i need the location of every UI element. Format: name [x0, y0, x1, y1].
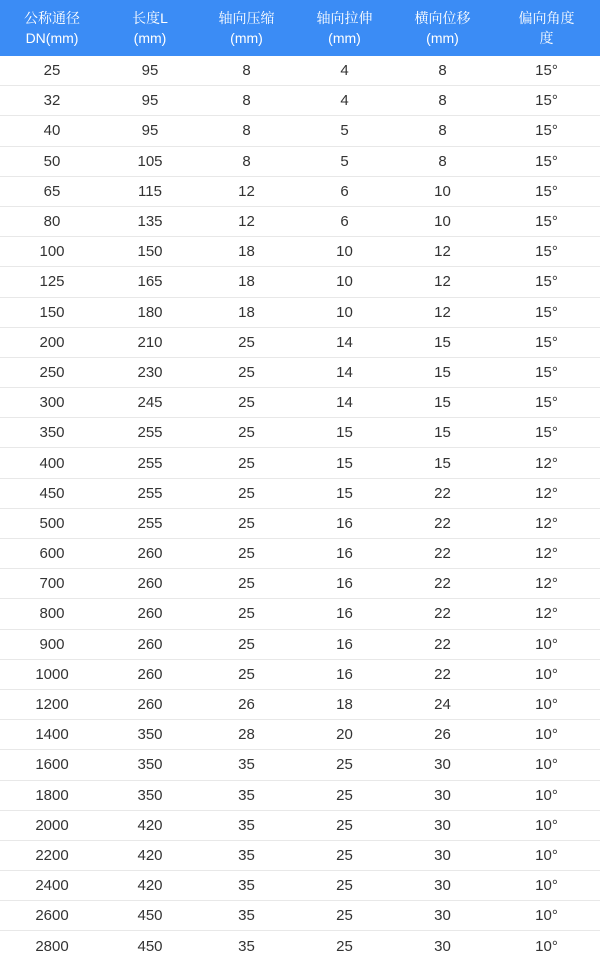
table-cell: 210: [104, 327, 196, 357]
table-cell: 10: [297, 267, 392, 297]
table-cell: 95: [104, 56, 196, 86]
table-cell: 15°: [493, 357, 600, 387]
column-header-2: [196, 0, 297, 56]
table-cell: 15°: [493, 56, 600, 86]
table-cell: 95: [104, 116, 196, 146]
table-cell: 16: [297, 539, 392, 569]
table-body: [0, 56, 600, 961]
table-cell: 700: [0, 569, 104, 599]
table-cell: 35: [196, 750, 297, 780]
table-cell: 10°: [493, 659, 600, 689]
table-cell: 350: [0, 418, 104, 448]
table-cell: 10: [392, 206, 493, 236]
column-header-4: [392, 0, 493, 56]
table-row: [0, 357, 600, 387]
table-cell: 15°: [493, 116, 600, 146]
table-cell: 10°: [493, 689, 600, 719]
table-cell: 135: [104, 206, 196, 236]
table-row: [0, 176, 600, 206]
table-cell: 25: [0, 56, 104, 86]
column-header-3: [297, 0, 392, 56]
table-cell: 20: [297, 720, 392, 750]
table-cell: 15°: [493, 388, 600, 418]
table-cell: 22: [392, 569, 493, 599]
table-cell: 230: [104, 357, 196, 387]
table-cell: 260: [104, 569, 196, 599]
column-header-line1: 偏向角度: [518, 10, 575, 26]
table-cell: 8: [392, 116, 493, 146]
table-cell: 450: [104, 931, 196, 961]
table-cell: 180: [104, 297, 196, 327]
table-cell: 25: [196, 599, 297, 629]
table-cell: 22: [392, 539, 493, 569]
table-cell: 16: [297, 508, 392, 538]
table-cell: 12°: [493, 448, 600, 478]
table-cell: 16: [297, 659, 392, 689]
column-header-line2: (mm): [426, 30, 459, 46]
column-header-line1: 横向位移: [414, 10, 471, 26]
table-cell: 2800: [0, 931, 104, 961]
table-cell: 255: [104, 448, 196, 478]
table-cell: 12°: [493, 478, 600, 508]
table-cell: 25: [196, 357, 297, 387]
table-cell: 12: [392, 267, 493, 297]
table-cell: 22: [392, 659, 493, 689]
table-cell: 25: [196, 418, 297, 448]
table-row: [0, 689, 600, 719]
table-cell: 12: [392, 237, 493, 267]
table-row: [0, 146, 600, 176]
table-cell: 25: [297, 871, 392, 901]
table-cell: 2600: [0, 901, 104, 931]
table-cell: 2400: [0, 871, 104, 901]
table-cell: 18: [196, 267, 297, 297]
table-cell: 30: [392, 840, 493, 870]
table-cell: 260: [104, 629, 196, 659]
table-cell: 260: [104, 689, 196, 719]
table-cell: 10°: [493, 750, 600, 780]
table-cell: 350: [104, 780, 196, 810]
table-cell: 10°: [493, 901, 600, 931]
table-cell: 1200: [0, 689, 104, 719]
table-cell: 10: [392, 176, 493, 206]
table-cell: 150: [104, 237, 196, 267]
table-cell: 25: [297, 901, 392, 931]
table-cell: 25: [196, 629, 297, 659]
column-header-line2: 度: [539, 30, 554, 46]
table-row: [0, 629, 600, 659]
column-header-line1: 公称通径: [24, 10, 80, 26]
table-cell: 30: [392, 901, 493, 931]
table-cell: 15: [392, 357, 493, 387]
table-cell: 15°: [493, 267, 600, 297]
table-cell: 25: [196, 659, 297, 689]
table-cell: 25: [297, 780, 392, 810]
column-header-line1: 轴向压缩: [218, 10, 275, 26]
table-cell: 15: [392, 448, 493, 478]
table-cell: 5: [297, 146, 392, 176]
column-header-line2: (mm): [328, 30, 361, 46]
table-cell: 15°: [493, 327, 600, 357]
table-cell: 25: [297, 840, 392, 870]
table-cell: 15°: [493, 237, 600, 267]
table-cell: 10°: [493, 810, 600, 840]
table-cell: 2200: [0, 840, 104, 870]
table-cell: 14: [297, 357, 392, 387]
table-row: [0, 780, 600, 810]
table-cell: 65: [0, 176, 104, 206]
table-row: [0, 388, 600, 418]
table-row: [0, 418, 600, 448]
table-row: [0, 659, 600, 689]
table-cell: 15: [392, 388, 493, 418]
table-cell: 30: [392, 810, 493, 840]
table-cell: 30: [392, 871, 493, 901]
table-cell: 18: [196, 237, 297, 267]
table-cell: 15°: [493, 146, 600, 176]
table-cell: 200: [0, 327, 104, 357]
table-cell: 8: [196, 116, 297, 146]
table-cell: 50: [0, 146, 104, 176]
table-cell: 12: [196, 176, 297, 206]
table-cell: 260: [104, 539, 196, 569]
column-header-5: [493, 0, 600, 56]
column-header-1: [104, 0, 196, 56]
table-cell: 10°: [493, 629, 600, 659]
table-row: [0, 508, 600, 538]
table-cell: 25: [297, 810, 392, 840]
table-row: [0, 539, 600, 569]
table-row: [0, 810, 600, 840]
table-cell: 500: [0, 508, 104, 538]
table-cell: 25: [196, 448, 297, 478]
table-cell: 4: [297, 56, 392, 86]
table-row: [0, 267, 600, 297]
table-cell: 300: [0, 388, 104, 418]
table-cell: 25: [196, 327, 297, 357]
header-row: [0, 0, 600, 56]
table-cell: 245: [104, 388, 196, 418]
table-cell: 450: [104, 901, 196, 931]
table-row: [0, 56, 600, 86]
table-cell: 420: [104, 871, 196, 901]
table-row: [0, 569, 600, 599]
table-cell: 8: [392, 86, 493, 116]
table-cell: 15: [297, 448, 392, 478]
table-cell: 10: [297, 237, 392, 267]
table-cell: 26: [392, 720, 493, 750]
table-cell: 10°: [493, 840, 600, 870]
table-cell: 15°: [493, 176, 600, 206]
table-cell: 35: [196, 780, 297, 810]
table-header: [0, 0, 600, 56]
table-cell: 6: [297, 176, 392, 206]
table-cell: 15°: [493, 86, 600, 116]
table-cell: 15: [297, 478, 392, 508]
column-header-line2: (mm): [133, 30, 167, 46]
table-cell: 600: [0, 539, 104, 569]
table-cell: 400: [0, 448, 104, 478]
table-cell: 165: [104, 267, 196, 297]
table-cell: 25: [297, 931, 392, 961]
table-cell: 1000: [0, 659, 104, 689]
table-cell: 35: [196, 810, 297, 840]
table-cell: 25: [196, 388, 297, 418]
table-cell: 8: [196, 86, 297, 116]
table-cell: 8: [196, 146, 297, 176]
table-row: [0, 327, 600, 357]
table-cell: 2000: [0, 810, 104, 840]
table-cell: 255: [104, 508, 196, 538]
table-row: [0, 901, 600, 931]
table-cell: 40: [0, 116, 104, 146]
table-cell: 25: [196, 539, 297, 569]
table-cell: 30: [392, 931, 493, 961]
table-cell: 22: [392, 629, 493, 659]
table-cell: 25: [196, 478, 297, 508]
table-row: [0, 750, 600, 780]
table-cell: 8: [392, 56, 493, 86]
table-cell: 10°: [493, 931, 600, 961]
table-cell: 35: [196, 871, 297, 901]
table-cell: 30: [392, 750, 493, 780]
table-row: [0, 297, 600, 327]
table-row: [0, 448, 600, 478]
table-cell: 28: [196, 720, 297, 750]
table-cell: 350: [104, 720, 196, 750]
table-cell: 260: [104, 599, 196, 629]
table-row: [0, 599, 600, 629]
table-row: [0, 86, 600, 116]
column-header-0: [0, 0, 104, 56]
table-cell: 6: [297, 206, 392, 236]
table-cell: 255: [104, 418, 196, 448]
table-cell: 12: [392, 297, 493, 327]
table-cell: 26: [196, 689, 297, 719]
table-cell: 25: [297, 750, 392, 780]
table-cell: 4: [297, 86, 392, 116]
table-row: [0, 931, 600, 961]
table-cell: 900: [0, 629, 104, 659]
column-header-line1: 轴向拉伸: [316, 10, 373, 26]
table-cell: 35: [196, 901, 297, 931]
table-cell: 8: [196, 56, 297, 86]
table-cell: 25: [196, 508, 297, 538]
column-header-line1: 长度L: [132, 10, 168, 26]
table-cell: 255: [104, 478, 196, 508]
table-cell: 80: [0, 206, 104, 236]
column-header-line2: (mm): [230, 30, 263, 46]
table-cell: 12°: [493, 539, 600, 569]
table-cell: 800: [0, 599, 104, 629]
table-row: [0, 237, 600, 267]
table-cell: 8: [392, 146, 493, 176]
table-cell: 260: [104, 659, 196, 689]
table-cell: 32: [0, 86, 104, 116]
table-cell: 12: [196, 206, 297, 236]
table-cell: 18: [196, 297, 297, 327]
table-cell: 15: [392, 327, 493, 357]
table-cell: 5: [297, 116, 392, 146]
table-cell: 16: [297, 569, 392, 599]
table-row: [0, 840, 600, 870]
table-cell: 450: [0, 478, 104, 508]
table-cell: 14: [297, 388, 392, 418]
table-row: [0, 871, 600, 901]
table-cell: 1800: [0, 780, 104, 810]
table-cell: 15°: [493, 206, 600, 236]
table-cell: 35: [196, 840, 297, 870]
table-cell: 12°: [493, 569, 600, 599]
table-cell: 35: [196, 931, 297, 961]
table-cell: 25: [196, 569, 297, 599]
table-row: [0, 206, 600, 236]
table-cell: 16: [297, 629, 392, 659]
table-cell: 24: [392, 689, 493, 719]
table-cell: 22: [392, 599, 493, 629]
table-cell: 350: [104, 750, 196, 780]
table-cell: 115: [104, 176, 196, 206]
table-cell: 105: [104, 146, 196, 176]
table-cell: 10: [297, 297, 392, 327]
table-cell: 1600: [0, 750, 104, 780]
table-cell: 420: [104, 840, 196, 870]
table-row: [0, 116, 600, 146]
table-cell: 10°: [493, 871, 600, 901]
table-cell: 15°: [493, 418, 600, 448]
table-row: [0, 720, 600, 750]
table-cell: 125: [0, 267, 104, 297]
table-cell: 100: [0, 237, 104, 267]
table-cell: 16: [297, 599, 392, 629]
table-cell: 30: [392, 780, 493, 810]
table-cell: 150: [0, 297, 104, 327]
table-cell: 10°: [493, 720, 600, 750]
table-cell: 420: [104, 810, 196, 840]
column-header-line2: DN(mm): [25, 30, 79, 46]
table-cell: 15: [392, 418, 493, 448]
table-cell: 10°: [493, 780, 600, 810]
table-cell: 1400: [0, 720, 104, 750]
table-cell: 18: [297, 689, 392, 719]
table-cell: 22: [392, 478, 493, 508]
table-cell: 14: [297, 327, 392, 357]
table-cell: 250: [0, 357, 104, 387]
table-cell: 12°: [493, 599, 600, 629]
table-cell: 22: [392, 508, 493, 538]
table-cell: 12°: [493, 508, 600, 538]
table-cell: 15: [297, 418, 392, 448]
table-row: [0, 478, 600, 508]
table-cell: 15°: [493, 297, 600, 327]
table-cell: 95: [104, 86, 196, 116]
